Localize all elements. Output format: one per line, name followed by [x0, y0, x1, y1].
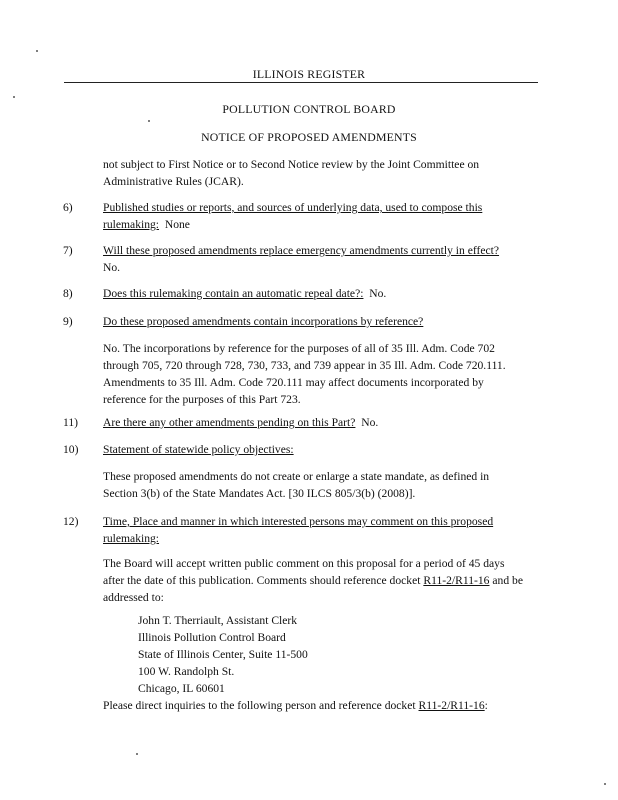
item-question: Time, Place and manner in which interested persons may comment on this proposed rulemaking:: [103, 515, 494, 545]
scan-speck: [13, 96, 15, 98]
item-6: [103, 199, 523, 233]
address-city: Chicago, IL 60601: [138, 682, 225, 695]
item-answer-text: The Board will accept written public comment on this proposal for a period of 45 days after the date of this publication. Comments should reference docket: [103, 557, 505, 587]
item-number: 7): [63, 244, 73, 257]
item-12-answer: [103, 555, 523, 606]
item-11: [103, 414, 523, 431]
item-question: Statement of statewide policy objectives:: [103, 443, 294, 456]
item-number: 9): [63, 315, 73, 328]
item-number: 10): [63, 443, 79, 456]
header-rule: [64, 82, 538, 83]
item-9-answer: No. The incorporations by reference for the purposes of all of 35 Ill. Adm. Code 702 through 705, 720 through 728, 730, 733, and 739 appear in 35 Ill. Adm. Code 720.111. Amendments to 35 Ill. Adm. Code 720.111 may affect documents incorporated by reference for the purposes of this Part 723.: [103, 342, 506, 406]
item-question: Do these proposed amendments contain incorporations by reference?: [103, 315, 424, 328]
item-question: Will these proposed amendments replace emergency amendments currently in effect?: [103, 244, 500, 257]
mailing-address: [138, 612, 498, 697]
item-answer: No.: [369, 287, 387, 300]
scan-speck: [148, 120, 150, 122]
agency-title: POLLUTION CONTROL BOARD: [222, 102, 396, 116]
item-number: 6): [63, 201, 73, 214]
item-number: 8): [63, 287, 73, 300]
item-10-question: [103, 441, 523, 458]
notice-title: NOTICE OF PROPOSED AMENDMENTS: [201, 130, 417, 144]
item-8: [103, 285, 523, 302]
item-answer: No.: [103, 261, 121, 274]
scan-speck: [36, 50, 38, 52]
closing-text: Please direct inquiries to the following person and reference docket: [103, 699, 416, 712]
item-answer: None: [164, 218, 190, 231]
item-question: Are there any other amendments pending on this Part?: [103, 416, 356, 429]
address-org: Illinois Pollution Control Board: [138, 631, 286, 644]
item-answer: No.: [361, 416, 379, 429]
item-number: 11): [63, 416, 79, 429]
intro-paragraph: not subject to First Notice or to Second Notice review by the Joint Committee on Administrative Rules (JCAR).: [103, 158, 480, 188]
item-question: Does this rulemaking contain an automatic repeal date?:: [103, 287, 364, 300]
item-7: [103, 242, 523, 276]
address-name: John T. Therriault, Assistant Clerk: [138, 614, 298, 627]
item-answer-text: and be addressed to:: [103, 574, 523, 604]
address-street: 100 W. Randolph St.: [138, 665, 235, 678]
item-12-question: [103, 513, 523, 547]
closing-line: [103, 697, 523, 714]
item-number: 12): [63, 515, 79, 528]
address-building: State of Illinois Center, Suite 11-500: [138, 648, 308, 661]
item-9-question: [103, 313, 523, 330]
item-10-answer: These proposed amendments do not create or enlarge a state mandate, as defined in Section 3(b) of the State Mandates Act. [30 ILCS 805/3(b) (2008)].: [103, 470, 490, 500]
docket-number: R11-2/R11-16: [418, 699, 485, 712]
item-question: Published studies or reports, and sources of underlying data, used to compose this rulemaking:: [103, 201, 483, 231]
docket-number: R11-2/R11-16: [423, 574, 490, 587]
closing-punct: :: [484, 699, 488, 712]
register-title: ILLINOIS REGISTER: [252, 67, 366, 81]
scan-speck: [604, 783, 606, 785]
scan-speck: [136, 753, 138, 755]
